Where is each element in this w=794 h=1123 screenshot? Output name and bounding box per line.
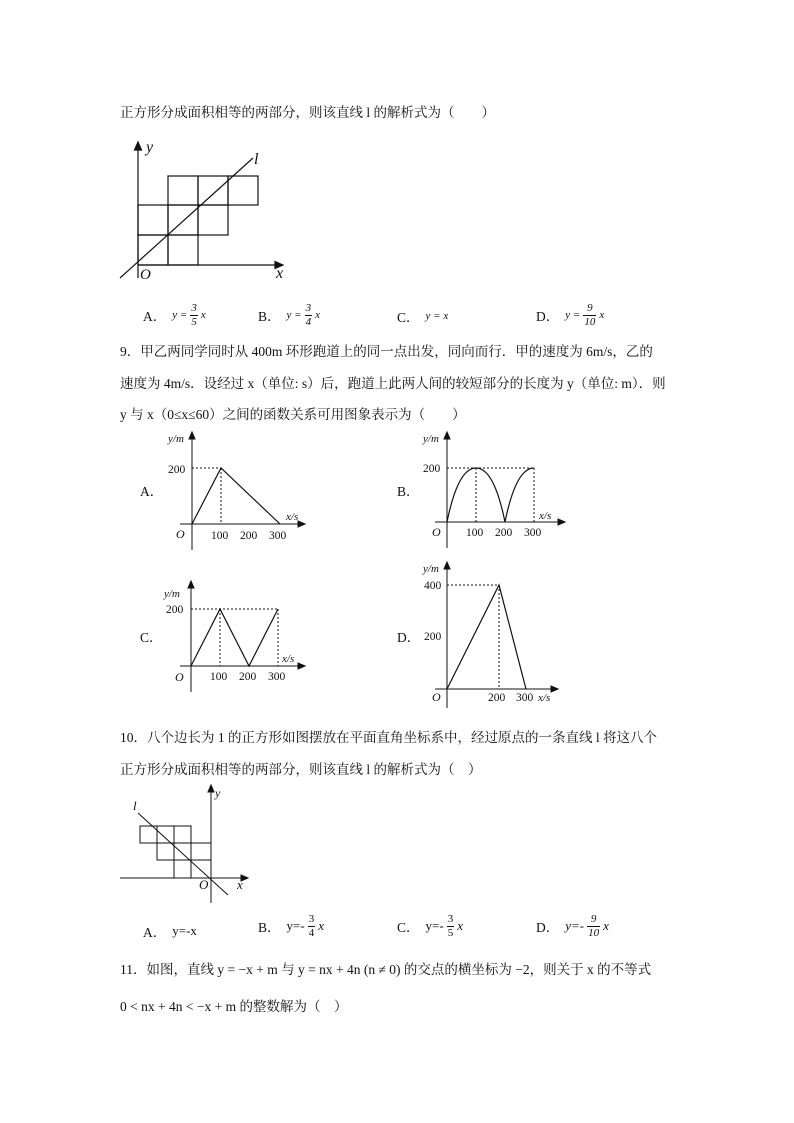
x-axis-label: x <box>237 877 243 892</box>
y-tick-label: 200 <box>168 464 186 476</box>
q10-option-c[interactable]: C． y=- $\frac{3}{5}$ x <box>397 913 463 939</box>
x-axis-label: x/s <box>538 692 551 704</box>
x-tick-label: 200 <box>495 527 513 539</box>
x-tick-label: 200 <box>239 671 257 683</box>
q8-option-d[interactable]: D． y = $\frac{9}{10}$ x <box>536 302 605 328</box>
q9-graph-a <box>160 428 310 553</box>
x-axis-label: x <box>276 265 284 282</box>
origin-label: O <box>140 267 151 283</box>
line-label: l <box>133 798 137 813</box>
origin-label: O <box>432 690 441 704</box>
q9-graph-d-letter[interactable]: D． <box>397 630 421 645</box>
q8-grid-figure <box>108 138 288 283</box>
q8-stem-tail: 正方形分成面积相等的两部分，则该直线 l 的解析式为（ ） <box>120 105 495 120</box>
x-tick-label: 300 <box>524 527 542 539</box>
q10-grid-figure <box>118 783 253 905</box>
q9-graph-c <box>160 577 310 697</box>
q8-option-c[interactable]: C． y = x <box>397 310 449 325</box>
q9-line3: y 与 x（0≤x≤60）之间的函数关系可用图象表示为（ ） <box>120 407 466 422</box>
origin-label: O <box>176 527 185 541</box>
y-tick-label: 200 <box>166 604 184 616</box>
x-tick-label: 300 <box>269 530 287 542</box>
x-tick-label: 100 <box>210 671 228 683</box>
x-tick-label: 200 <box>240 530 258 542</box>
x-tick-label: 100 <box>466 527 484 539</box>
x-tick-label: 300 <box>268 671 286 683</box>
q9-graph-b-letter[interactable]: B． <box>397 484 420 499</box>
x-axis-label: x/s <box>282 653 295 665</box>
y-axis-label: y/m <box>164 588 180 600</box>
q9-line2: 速度为 4m/s．设经过 x（单位: s）后，跑道上此两人间的较短部分的长度为 y（单位: m）．则 <box>120 376 666 391</box>
q9-graph-d <box>420 558 570 710</box>
q10-option-a[interactable]: A． y=-x <box>143 923 197 940</box>
origin-label: O <box>432 525 441 539</box>
q9-graph-c-letter[interactable]: C． <box>140 630 163 645</box>
q11-line1: 11．如图，直线 y = −x + m 与 y = nx + 4n (n ≠ 0) 的交点的横坐标为 −2，则关于 x 的不等式 <box>120 962 652 977</box>
y-tick-label: 400 <box>424 580 442 592</box>
y-tick-label: 200 <box>424 631 442 643</box>
q10-line2: 正方形分成面积相等的两部分，则该直线 l 的解析式为（ ） <box>120 762 482 777</box>
q9-graph-b <box>420 428 570 553</box>
q10-option-d[interactable]: D． y=- $\frac{9}{10}$ x <box>536 913 609 939</box>
q9-graph-a-letter[interactable]: A． <box>140 484 164 499</box>
y-axis-label: y/m <box>168 433 184 445</box>
x-axis-label: x/s <box>539 510 552 522</box>
y-axis-label: y/m <box>423 563 439 575</box>
q10-line1: 10．八个边长为 1 的正方形如图摆放在平面直角坐标系中，经过原点的一条直线 l 将这八个 <box>120 730 657 745</box>
q8-option-b[interactable]: B． y = $\frac{3}{4}$ x <box>258 302 320 328</box>
line-label: l <box>254 151 259 168</box>
q8-option-a[interactable]: A． y = $\frac{3}{5}$ x <box>143 302 206 328</box>
x-axis-label: x/s <box>286 511 299 523</box>
origin-label: O <box>175 670 184 684</box>
x-tick-label: 100 <box>211 530 229 542</box>
origin-label: O <box>199 877 209 892</box>
q11-line2: 0 < nx + 4n < −x + m 的整数解为（ ） <box>120 999 348 1014</box>
x-tick-label: 200 <box>488 692 506 704</box>
y-axis-label: y <box>146 139 154 156</box>
q9-line1: 9．甲乙两同学同时从 400m 环形跑道上的同一点出发，同向而行．甲的速度为 6m/s，乙的 <box>120 344 653 359</box>
y-axis-label: y/m <box>423 433 439 445</box>
q10-option-b[interactable]: B． y=- $\frac{3}{4}$ x <box>258 913 324 939</box>
x-tick-label: 300 <box>516 692 534 704</box>
y-tick-label: 200 <box>423 463 441 475</box>
y-axis-label: y <box>215 786 221 800</box>
